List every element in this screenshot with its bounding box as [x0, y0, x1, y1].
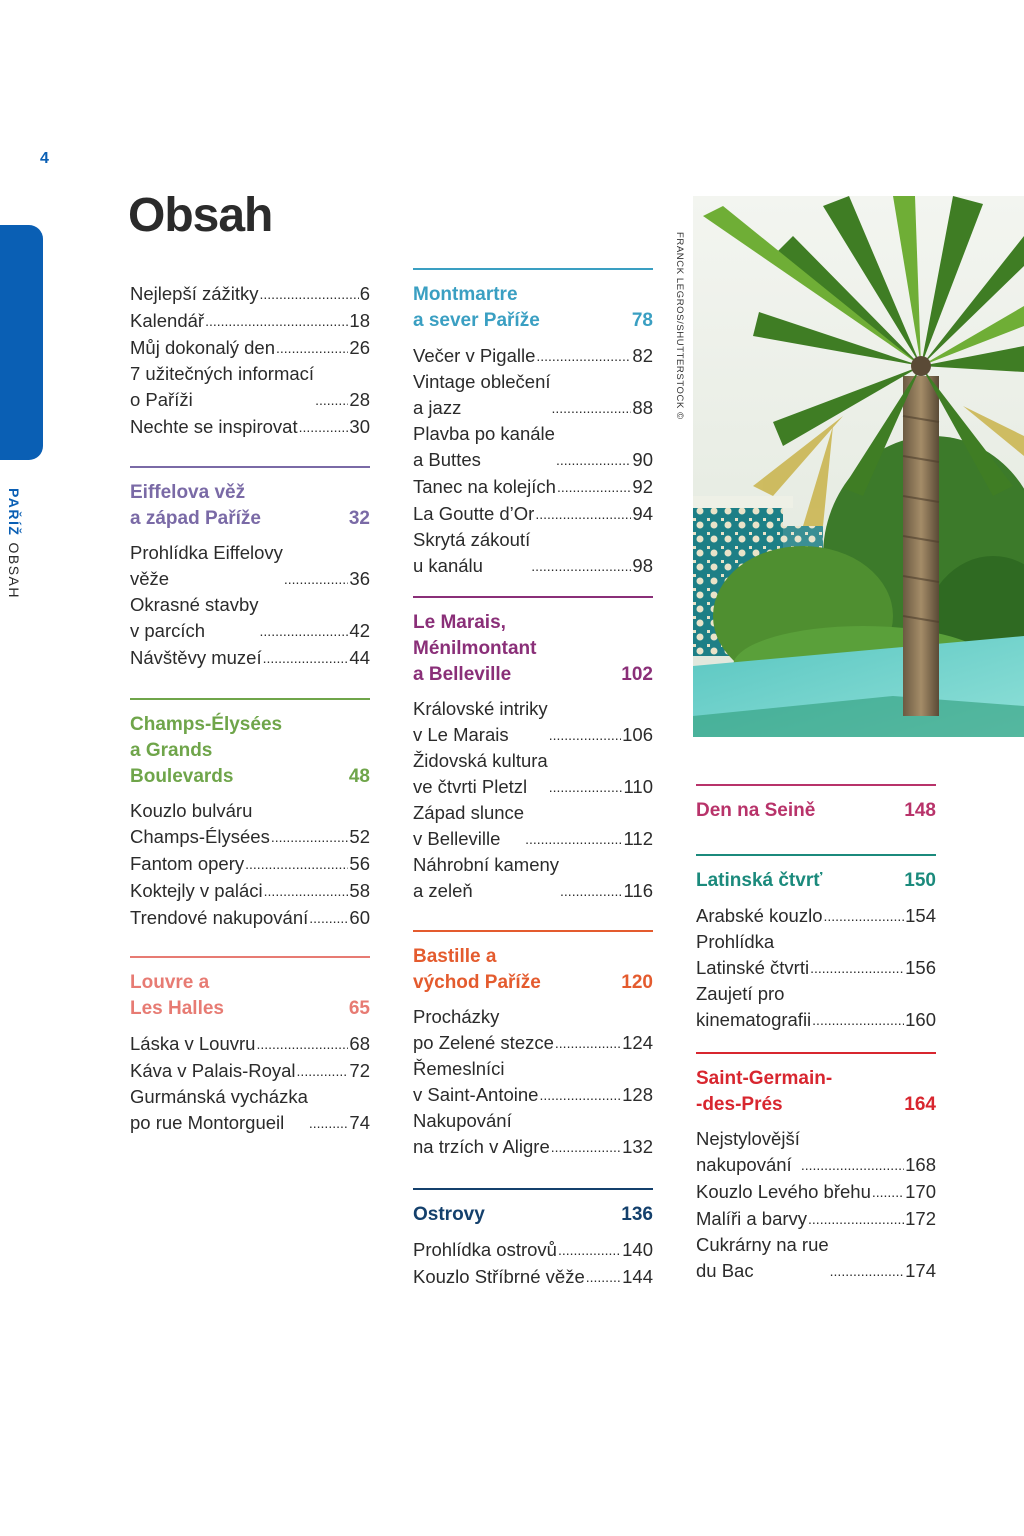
section-rule: [130, 956, 370, 958]
section-heading-page: 32: [348, 508, 370, 529]
section-heading-page: 120: [621, 972, 653, 993]
dot-leader: [557, 473, 631, 500]
toc-entry-title: Trendové nakupování: [130, 907, 309, 928]
dot-leader: [525, 825, 622, 852]
toc-entry-title: Gurmánská vycházka po rue Montorgueil: [130, 1086, 308, 1133]
toc-entry-page: 112: [623, 828, 653, 849]
toc-entry[interactable]: [413, 342, 653, 369]
dot-leader: [264, 877, 349, 904]
toc-entry[interactable]: [696, 1178, 936, 1205]
toc-entry-page: 56: [349, 853, 370, 874]
dot-leader: [284, 565, 349, 592]
dot-leader: [801, 1151, 904, 1178]
toc-entry-page: 160: [905, 1009, 936, 1030]
section-rule: [130, 698, 370, 700]
section-heading-page: 78: [631, 310, 653, 331]
toc-entry[interactable]: [413, 1056, 653, 1108]
toc-entry-title: Návštěvy muzeí: [130, 647, 262, 668]
toc-entry-page: 128: [622, 1084, 653, 1105]
toc-entry[interactable]: [413, 800, 653, 852]
toc-entry-title: Řemeslníci v Saint-Antoine: [413, 1058, 539, 1105]
dot-leader: [260, 617, 349, 644]
dot-leader: [309, 1109, 349, 1136]
toc-entry-title: Nejlepší zážitky: [130, 283, 259, 304]
toc-entry-page: 92: [632, 476, 653, 497]
toc-entry[interactable]: [413, 473, 653, 500]
toc-entry[interactable]: [696, 929, 936, 981]
section-heading-title: Saint-Germain- -des-Prés: [696, 1068, 833, 1115]
dot-leader: [271, 823, 349, 850]
toc-section-intro: [130, 280, 370, 440]
dot-leader: [297, 1057, 349, 1084]
section-rule: [130, 466, 370, 468]
toc-entry-page: 60: [349, 907, 370, 928]
toc-entry-title: Náhrobní kameny a zeleň: [413, 854, 560, 901]
toc-entry-page: 170: [905, 1181, 936, 1202]
section-rule: [696, 784, 936, 786]
dot-leader: [535, 500, 631, 527]
section-heading-page: 148: [904, 800, 936, 821]
toc-entry-page: 44: [349, 647, 370, 668]
section-heading[interactable]: [413, 610, 653, 688]
toc-section-seina: [696, 784, 936, 832]
toc-entry-page: 140: [622, 1239, 653, 1260]
toc-entry-title: Můj dokonalý den: [130, 337, 276, 358]
toc-entry-title: Nejstylovější nakupování: [696, 1128, 800, 1175]
toc-section-champs: [130, 698, 370, 931]
section-rule: [696, 854, 936, 856]
section-heading[interactable]: [696, 1066, 936, 1118]
side-section-label: [6, 488, 22, 599]
toc-entry-title: Skrytá zákoutí u kanálu: [413, 529, 531, 576]
toc-entry-title: Vintage oblečení a jazz: [413, 371, 551, 418]
section-heading[interactable]: [130, 970, 370, 1022]
toc-entry[interactable]: [696, 981, 936, 1033]
toc-entry[interactable]: [130, 798, 370, 850]
section-rule: [413, 596, 653, 598]
toc-entry-page: 30: [349, 416, 370, 437]
toc-entry-title: Kalendář: [130, 310, 205, 331]
toc-entry[interactable]: [130, 1030, 370, 1057]
toc-entry[interactable]: [130, 850, 370, 877]
toc-entry-page: 132: [622, 1136, 653, 1157]
toc-entry[interactable]: [413, 1236, 653, 1263]
toc-entry-page: 18: [349, 310, 370, 331]
section-heading-title: Eiffelova věž a západ Paříže: [130, 482, 261, 529]
toc-entry[interactable]: [413, 500, 653, 527]
section-heading-page: 164: [904, 1094, 936, 1115]
section-heading-title: Champs-Élysées a Grands Boulevards: [130, 714, 283, 787]
toc-entry[interactable]: [130, 280, 370, 307]
toc-entry-title: Prohlídka ostrovů: [413, 1239, 557, 1260]
toc-entry-page: 98: [632, 555, 653, 576]
toc-entry-page: 68: [349, 1033, 370, 1054]
dot-leader: [808, 1205, 904, 1232]
toc-entry[interactable]: [130, 904, 370, 931]
toc-entry-page: 174: [905, 1260, 936, 1281]
toc-entry[interactable]: [130, 307, 370, 334]
toc-section-eiffel: [130, 466, 370, 671]
toc-entry[interactable]: [130, 540, 370, 592]
dot-leader: [812, 1006, 904, 1033]
dot-leader: [810, 954, 904, 981]
dot-leader: [263, 644, 349, 671]
toc-section-louvre: [130, 956, 370, 1136]
toc-entry[interactable]: [130, 1084, 370, 1136]
dot-leader: [555, 1029, 621, 1056]
toc-entry[interactable]: [130, 334, 370, 361]
section-heading-title: Latinská čtvrť: [696, 870, 823, 891]
toc-entry[interactable]: [696, 1232, 936, 1284]
toc-section-latin: [696, 854, 936, 1033]
dot-leader: [315, 386, 348, 413]
toc-entry-title: Královské intriky v Le Marais: [413, 698, 548, 745]
toc-entry[interactable]: [130, 413, 370, 440]
section-heading[interactable]: [413, 282, 653, 334]
toc-entry-page: 52: [349, 826, 370, 847]
dot-leader: [823, 902, 904, 929]
section-heading[interactable]: [130, 480, 370, 532]
toc-entry-page: 110: [623, 776, 653, 797]
toc-entry-title: Malíři a barvy: [696, 1208, 808, 1229]
section-heading-title: Louvre a Les Halles: [130, 972, 224, 1019]
toc-entry-title: Prohlídka Latinské čtvrti: [696, 931, 810, 978]
toc-entry-page: 172: [905, 1208, 936, 1229]
toc-entry-title: Arabské kouzlo: [696, 905, 823, 926]
toc-entry[interactable]: [696, 1205, 936, 1232]
toc-entry[interactable]: [413, 421, 653, 473]
toc-entry-title: Káva v Palais-Royal: [130, 1060, 296, 1081]
toc-section-montmartre: [413, 268, 653, 579]
toc-entry-page: 72: [349, 1060, 370, 1081]
dot-leader: [560, 877, 622, 904]
section-heading-title: Den na Seině: [696, 800, 816, 821]
toc-section-marais: [413, 596, 653, 904]
section-heading-title: Bastille a východ Paříže: [413, 946, 541, 993]
dot-leader: [872, 1178, 904, 1205]
section-rule: [696, 1052, 936, 1054]
section-heading-title: Le Marais, Ménilmontant a Belleville: [413, 612, 537, 685]
toc-entry-page: 94: [632, 503, 653, 524]
toc-entry[interactable]: [413, 852, 653, 904]
toc-entry-page: 42: [349, 620, 370, 641]
toc-entry-page: 90: [632, 449, 653, 470]
toc-entry[interactable]: [696, 1126, 936, 1178]
dot-leader: [558, 1236, 621, 1263]
dot-leader: [245, 850, 348, 877]
section-heading-title: Montmartre a sever Paříže: [413, 284, 540, 331]
toc-entry-title: Nakupování na trzích v Aligre: [413, 1110, 550, 1157]
toc-entry-page: 6: [359, 283, 370, 304]
toc-entry[interactable]: [413, 1263, 653, 1290]
section-heading[interactable]: [696, 798, 936, 824]
toc-entry[interactable]: [413, 527, 653, 579]
toc-entry-title: Večer v Pigalle: [413, 345, 536, 366]
dot-leader: [260, 280, 359, 307]
toc-entry-title: Fantom opery: [130, 853, 245, 874]
dot-leader: [536, 342, 631, 369]
toc-entry-title: Zaujetí pro kinematografii: [696, 983, 812, 1030]
toc-entry[interactable]: [413, 369, 653, 421]
toc-section-germain: [696, 1052, 936, 1284]
dot-leader: [276, 334, 348, 361]
dot-leader: [539, 1081, 621, 1108]
toc-entry[interactable]: [130, 644, 370, 671]
dot-leader: [586, 1263, 621, 1290]
toc-entry-title: Nechte se inspirovat: [130, 416, 298, 437]
dot-leader: [556, 446, 631, 473]
toc-entry-page: 58: [349, 880, 370, 901]
garden-palm-photo: [693, 196, 1024, 737]
section-rule: [413, 1188, 653, 1190]
toc-entry-title: Koktejly v paláci: [130, 880, 263, 901]
section-heading-page: 48: [348, 766, 370, 787]
toc-entry-title: Kouzlo bulváru Champs-Élysées: [130, 800, 270, 847]
toc-entry-title: Okrasné stavby v parcích: [130, 594, 259, 641]
photo-illustration: [693, 196, 1024, 737]
dot-leader: [531, 552, 631, 579]
section-heading-page: 150: [904, 870, 936, 891]
toc-entry-title: Západ slunce v Belleville: [413, 802, 525, 849]
toc-entry-page: 74: [349, 1112, 370, 1133]
side-label-chapter: OBSAH: [6, 542, 22, 599]
section-heading[interactable]: [696, 868, 936, 894]
toc-entry-page: 36: [349, 568, 370, 589]
toc-entry-page: 156: [905, 957, 936, 978]
toc-entry-title: 7 užitečných informací o Paříži: [130, 363, 315, 410]
toc-entry-title: Cukrárny na rue du Bac: [696, 1234, 829, 1281]
dot-leader: [309, 904, 348, 931]
toc-entry[interactable]: [130, 361, 370, 413]
dot-leader: [549, 721, 621, 748]
section-rule: [413, 930, 653, 932]
toc-entry-title: Plavba po kanále a Buttes: [413, 423, 555, 470]
section-heading[interactable]: [130, 712, 370, 790]
toc-entry-title: Kouzlo Stříbrné věže: [413, 1266, 585, 1287]
dot-leader: [299, 413, 349, 440]
section-rule: [413, 268, 653, 270]
toc-entry-page: 28: [349, 389, 370, 410]
page-number: 4: [40, 150, 49, 167]
toc-entry-title: Židovská kultura ve čtvrti Pletzl: [413, 750, 548, 797]
toc-entry-page: 106: [622, 724, 653, 745]
toc-entry-title: La Goutte d’Or: [413, 503, 535, 524]
toc-entry-page: 124: [622, 1032, 653, 1053]
toc-entry[interactable]: [413, 1108, 653, 1160]
dot-leader: [830, 1257, 904, 1284]
toc-section-ostrovy: [413, 1188, 653, 1290]
toc-entry[interactable]: [130, 877, 370, 904]
side-thumb-tab: [0, 225, 43, 460]
page-title: Obsah: [128, 189, 273, 242]
toc-entry[interactable]: [413, 1004, 653, 1056]
toc-entry-page: 88: [632, 397, 653, 418]
section-heading-title: Ostrovy: [413, 1204, 485, 1225]
toc-entry[interactable]: [130, 1057, 370, 1084]
dot-leader: [551, 1133, 621, 1160]
toc-entry[interactable]: [413, 748, 653, 800]
dot-leader: [552, 394, 632, 421]
section-heading-page: 65: [348, 998, 370, 1019]
toc-entry-page: 82: [632, 345, 653, 366]
toc-entry-title: Tanec na kolejích: [413, 476, 556, 497]
section-heading-page: 102: [621, 664, 653, 685]
toc-entry-page: 144: [622, 1266, 653, 1287]
toc-section-bastille: [413, 930, 653, 1160]
toc-entry-page: 168: [905, 1154, 936, 1175]
section-heading-page: 136: [621, 1204, 653, 1225]
toc-entry[interactable]: [130, 592, 370, 644]
dot-leader: [256, 1030, 348, 1057]
toc-entry-title: Procházky po Zelené stezce: [413, 1006, 554, 1053]
section-heading[interactable]: [413, 1202, 653, 1228]
section-heading[interactable]: [413, 944, 653, 996]
toc-entry-page: 26: [349, 337, 370, 358]
toc-entry-title: Prohlídka Eiffelovy věže: [130, 542, 283, 589]
dot-leader: [549, 773, 623, 800]
toc-entry-page: 116: [623, 880, 653, 901]
toc-entry-page: 154: [905, 905, 936, 926]
toc-entry[interactable]: [413, 696, 653, 748]
photo-credit: FRANCK LEGROS/SHUTTERSTOCK ©: [674, 232, 685, 420]
toc-entry-title: Kouzlo Levého břehu: [696, 1181, 871, 1202]
toc-entry-title: Láska v Louvru: [130, 1033, 256, 1054]
dot-leader: [205, 307, 348, 334]
side-label-book: PAŘÍŽ: [6, 488, 22, 537]
toc-entry[interactable]: [696, 902, 936, 929]
